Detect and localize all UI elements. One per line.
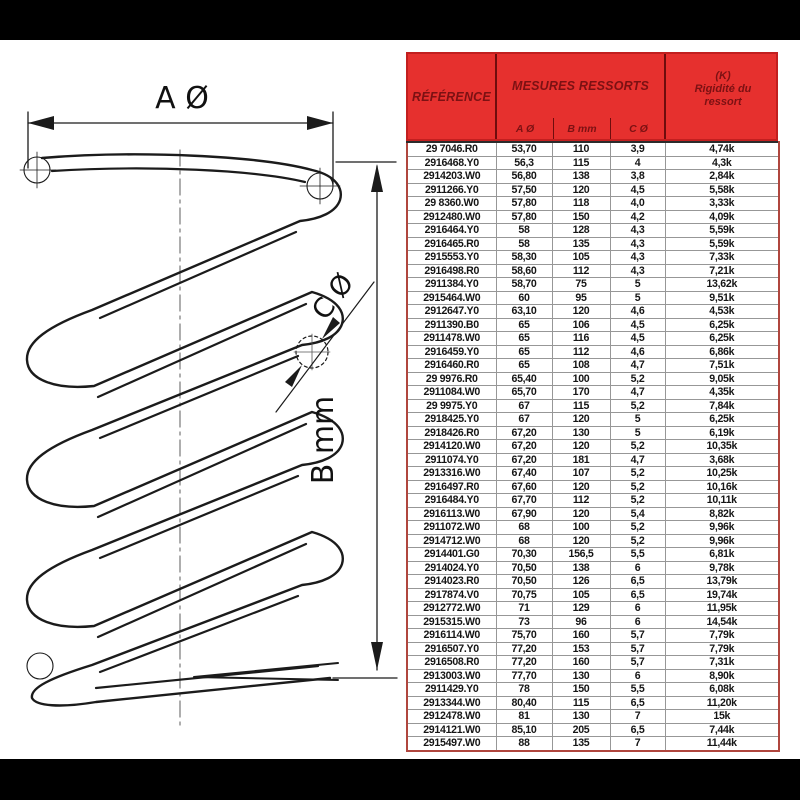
table-cell: 5 bbox=[610, 413, 665, 427]
table-cell: 77,70 bbox=[496, 669, 552, 683]
header-stiffness-line2: Rigidité du bbox=[694, 83, 752, 96]
table-cell: 5,4 bbox=[610, 507, 665, 521]
table-cell: 57,50 bbox=[496, 183, 552, 197]
table-row bbox=[407, 629, 779, 643]
table-cell: 107 bbox=[552, 467, 610, 481]
table-row bbox=[407, 453, 779, 467]
table-cell: 2918426.R0 bbox=[407, 426, 496, 440]
table-cell: 115 bbox=[552, 399, 610, 413]
label-c-diameter: C Ø bbox=[306, 268, 361, 326]
table-row bbox=[407, 318, 779, 332]
table-cell: 7 bbox=[610, 710, 665, 724]
table-cell: 4,09k bbox=[665, 210, 779, 224]
table-cell: 2916465.R0 bbox=[407, 237, 496, 251]
table-row bbox=[407, 237, 779, 251]
table-row bbox=[407, 710, 779, 724]
table-cell: 7,44k bbox=[665, 723, 779, 737]
table-cell: 2914203.W0 bbox=[407, 170, 496, 184]
table-cell: 3,68k bbox=[665, 453, 779, 467]
table-cell: 4,3 bbox=[610, 224, 665, 238]
table-cell: 2911390.B0 bbox=[407, 318, 496, 332]
table-row bbox=[407, 197, 779, 211]
table-cell: 2912480.W0 bbox=[407, 210, 496, 224]
table-cell: 65 bbox=[496, 318, 552, 332]
table-cell: 2,84k bbox=[665, 170, 779, 184]
table-cell: 2917874.V0 bbox=[407, 588, 496, 602]
table-cell: 120 bbox=[552, 183, 610, 197]
table-cell: 2915497.W0 bbox=[407, 737, 496, 751]
table-cell: 5,2 bbox=[610, 480, 665, 494]
table-row bbox=[407, 386, 779, 400]
table-cell: 2918425.Y0 bbox=[407, 413, 496, 427]
table-cell: 4,0 bbox=[610, 197, 665, 211]
spring-wire-edges bbox=[52, 168, 318, 688]
table-row bbox=[407, 467, 779, 481]
table-cell: 58,70 bbox=[496, 278, 552, 292]
table-cell: 5,7 bbox=[610, 642, 665, 656]
table-row bbox=[407, 534, 779, 548]
table-cell: 4,6 bbox=[610, 305, 665, 319]
table-cell: 58,60 bbox=[496, 264, 552, 278]
table-row bbox=[407, 521, 779, 535]
table-cell: 65 bbox=[496, 332, 552, 346]
table-row bbox=[407, 588, 779, 602]
table-cell: 106 bbox=[552, 318, 610, 332]
table-cell: 68 bbox=[496, 534, 552, 548]
table-cell: 150 bbox=[552, 683, 610, 697]
table-row bbox=[407, 737, 779, 751]
table-cell: 67,20 bbox=[496, 453, 552, 467]
table-cell: 7,79k bbox=[665, 629, 779, 643]
table-cell: 95 bbox=[552, 291, 610, 305]
table-cell: 65,40 bbox=[496, 372, 552, 386]
table-cell: 70,75 bbox=[496, 588, 552, 602]
table-row bbox=[407, 723, 779, 737]
table-row bbox=[407, 507, 779, 521]
table-cell: 2916507.Y0 bbox=[407, 642, 496, 656]
table-cell: 15k bbox=[665, 710, 779, 724]
table-cell: 4,3 bbox=[610, 264, 665, 278]
table-cell: 153 bbox=[552, 642, 610, 656]
table-cell: 67,60 bbox=[496, 480, 552, 494]
table-cell: 5,2 bbox=[610, 467, 665, 481]
table-cell: 67,40 bbox=[496, 467, 552, 481]
table-cell: 120 bbox=[552, 480, 610, 494]
table-cell: 100 bbox=[552, 521, 610, 535]
table-cell: 2916484.Y0 bbox=[407, 494, 496, 508]
table-cell: 9,05k bbox=[665, 372, 779, 386]
table-cell: 112 bbox=[552, 494, 610, 508]
table-cell: 6,5 bbox=[610, 696, 665, 710]
table-cell: 8,90k bbox=[665, 669, 779, 683]
table-cell: 81 bbox=[496, 710, 552, 724]
table-cell: 126 bbox=[552, 575, 610, 589]
table-cell: 56,80 bbox=[496, 170, 552, 184]
table-cell: 120 bbox=[552, 534, 610, 548]
table-cell: 120 bbox=[552, 413, 610, 427]
table-cell: 130 bbox=[552, 426, 610, 440]
table-cell: 67 bbox=[496, 399, 552, 413]
table-cell: 7,33k bbox=[665, 251, 779, 265]
table-cell: 9,78k bbox=[665, 561, 779, 575]
table-cell: 105 bbox=[552, 251, 610, 265]
table-cell: 57,80 bbox=[496, 197, 552, 211]
table-cell: 2912478.W0 bbox=[407, 710, 496, 724]
table-cell: 138 bbox=[552, 170, 610, 184]
sub-header-row bbox=[497, 118, 664, 139]
table-cell: 2911072.W0 bbox=[407, 521, 496, 535]
spring-data-table bbox=[406, 141, 780, 752]
table-row bbox=[407, 156, 779, 170]
table-row bbox=[407, 251, 779, 265]
table-cell: 13,62k bbox=[665, 278, 779, 292]
spring-diagram bbox=[0, 40, 400, 760]
table-cell: 4,7 bbox=[610, 453, 665, 467]
table-cell: 2914120.W0 bbox=[407, 440, 496, 454]
table-cell: 10,35k bbox=[665, 440, 779, 454]
table-cell: 29 7046.R0 bbox=[407, 142, 496, 156]
header-reference: RÉFÉRENCE bbox=[408, 54, 497, 139]
table-cell: 2914401.G0 bbox=[407, 548, 496, 562]
table-cell: 3,33k bbox=[665, 197, 779, 211]
table-cell: 58,30 bbox=[496, 251, 552, 265]
table-cell: 2914024.Y0 bbox=[407, 561, 496, 575]
table-cell: 57,80 bbox=[496, 210, 552, 224]
table-cell: 5,2 bbox=[610, 372, 665, 386]
table-cell: 5 bbox=[610, 291, 665, 305]
sub-header-a: A Ø bbox=[515, 122, 535, 135]
table-row bbox=[407, 332, 779, 346]
table-row bbox=[407, 224, 779, 238]
table-cell: 115 bbox=[552, 156, 610, 170]
table-cell: 77,20 bbox=[496, 642, 552, 656]
table-row bbox=[407, 183, 779, 197]
table-cell: 2916460.R0 bbox=[407, 359, 496, 373]
spring-table-body bbox=[407, 142, 779, 751]
table-cell: 6,25k bbox=[665, 318, 779, 332]
table-cell: 6,08k bbox=[665, 683, 779, 697]
table-cell: 160 bbox=[552, 629, 610, 643]
table-cell: 2915553.Y0 bbox=[407, 251, 496, 265]
table-cell: 120 bbox=[552, 305, 610, 319]
table-cell: 150 bbox=[552, 210, 610, 224]
table-cell: 160 bbox=[552, 656, 610, 670]
table-cell: 129 bbox=[552, 602, 610, 616]
table-cell: 181 bbox=[552, 453, 610, 467]
header-stiffness-line3: ressort bbox=[704, 95, 742, 108]
table-cell: 85,10 bbox=[496, 723, 552, 737]
table-row bbox=[407, 548, 779, 562]
table-cell: 2914712.W0 bbox=[407, 534, 496, 548]
table-row bbox=[407, 413, 779, 427]
table-row bbox=[407, 683, 779, 697]
table-cell: 2915315.W0 bbox=[407, 615, 496, 629]
table-cell: 2916508.R0 bbox=[407, 656, 496, 670]
table-cell: 67,20 bbox=[496, 426, 552, 440]
table-cell: 6,86k bbox=[665, 345, 779, 359]
table-cell: 100 bbox=[552, 372, 610, 386]
table-cell: 130 bbox=[552, 669, 610, 683]
table-cell: 65,70 bbox=[496, 386, 552, 400]
table-cell: 70,50 bbox=[496, 575, 552, 589]
table-cell: 4,3k bbox=[665, 156, 779, 170]
table-cell: 135 bbox=[552, 237, 610, 251]
header-stiffness bbox=[666, 54, 780, 139]
table-cell: 9,96k bbox=[665, 534, 779, 548]
table-cell: 6,5 bbox=[610, 723, 665, 737]
table-cell: 2915464.W0 bbox=[407, 291, 496, 305]
table-cell: 4,6 bbox=[610, 345, 665, 359]
table-row bbox=[407, 372, 779, 386]
table-cell: 10,11k bbox=[665, 494, 779, 508]
table-cell: 5,5 bbox=[610, 683, 665, 697]
table-cell: 2916459.Y0 bbox=[407, 345, 496, 359]
table-cell: 4,3 bbox=[610, 237, 665, 251]
table-row bbox=[407, 291, 779, 305]
table-cell: 2916113.W0 bbox=[407, 507, 496, 521]
table-cell: 5 bbox=[610, 278, 665, 292]
table-cell: 4,5 bbox=[610, 332, 665, 346]
table-cell: 11,95k bbox=[665, 602, 779, 616]
table-cell: 205 bbox=[552, 723, 610, 737]
table-cell: 65 bbox=[496, 345, 552, 359]
table-cell: 5,59k bbox=[665, 237, 779, 251]
table-cell: 6 bbox=[610, 602, 665, 616]
table-cell: 3,9 bbox=[610, 142, 665, 156]
table-row bbox=[407, 561, 779, 575]
table-cell: 118 bbox=[552, 197, 610, 211]
table-cell: 7,21k bbox=[665, 264, 779, 278]
table-row bbox=[407, 602, 779, 616]
table-cell: 130 bbox=[552, 710, 610, 724]
spring-spec-table bbox=[406, 52, 778, 752]
table-cell: 4,5 bbox=[610, 183, 665, 197]
table-cell: 58 bbox=[496, 237, 552, 251]
table-cell: 108 bbox=[552, 359, 610, 373]
table-cell: 128 bbox=[552, 224, 610, 238]
table-cell: 4,5 bbox=[610, 318, 665, 332]
table-cell: 60 bbox=[496, 291, 552, 305]
table-cell: 7,79k bbox=[665, 642, 779, 656]
table-cell: 6 bbox=[610, 561, 665, 575]
table-cell: 13,79k bbox=[665, 575, 779, 589]
table-cell: 6,19k bbox=[665, 426, 779, 440]
table-cell: 5,7 bbox=[610, 629, 665, 643]
table-cell: 2916464.Y0 bbox=[407, 224, 496, 238]
table-cell: 67 bbox=[496, 413, 552, 427]
table-cell: 2914023.R0 bbox=[407, 575, 496, 589]
table-cell: 2912772.W0 bbox=[407, 602, 496, 616]
table-cell: 5,59k bbox=[665, 224, 779, 238]
table-cell: 2911429.Y0 bbox=[407, 683, 496, 697]
table-cell: 63,10 bbox=[496, 305, 552, 319]
table-cell: 73 bbox=[496, 615, 552, 629]
table-cell: 14,54k bbox=[665, 615, 779, 629]
top-black-bar bbox=[0, 0, 800, 40]
table-row bbox=[407, 669, 779, 683]
label-b-length: B mm bbox=[306, 395, 341, 485]
table-row bbox=[407, 264, 779, 278]
table-cell: 2916498.R0 bbox=[407, 264, 496, 278]
table-cell: 77,20 bbox=[496, 656, 552, 670]
table-cell: 9,51k bbox=[665, 291, 779, 305]
table-row bbox=[407, 345, 779, 359]
table-cell: 67,20 bbox=[496, 440, 552, 454]
table-cell: 68 bbox=[496, 521, 552, 535]
table-cell: 29 9976.R0 bbox=[407, 372, 496, 386]
table-row bbox=[407, 642, 779, 656]
table-row bbox=[407, 278, 779, 292]
table-cell: 53,70 bbox=[496, 142, 552, 156]
table-cell: 9,96k bbox=[665, 521, 779, 535]
table-cell: 116 bbox=[552, 332, 610, 346]
table-cell: 5,58k bbox=[665, 183, 779, 197]
table-cell: 6,5 bbox=[610, 575, 665, 589]
table-cell: 10,25k bbox=[665, 467, 779, 481]
table-cell: 71 bbox=[496, 602, 552, 616]
header-measures bbox=[497, 54, 666, 139]
table-cell: 11,44k bbox=[665, 737, 779, 751]
table-row bbox=[407, 305, 779, 319]
table-cell: 5,2 bbox=[610, 440, 665, 454]
table-cell: 4,53k bbox=[665, 305, 779, 319]
table-cell: 2913316.W0 bbox=[407, 467, 496, 481]
table-cell: 10,16k bbox=[665, 480, 779, 494]
table-cell: 8,82k bbox=[665, 507, 779, 521]
table-cell: 5,2 bbox=[610, 534, 665, 548]
table-cell: 29 9975.Y0 bbox=[407, 399, 496, 413]
table-cell: 7 bbox=[610, 737, 665, 751]
table-row bbox=[407, 170, 779, 184]
table-cell: 2911084.W0 bbox=[407, 386, 496, 400]
table-cell: 96 bbox=[552, 615, 610, 629]
table-row bbox=[407, 696, 779, 710]
table-cell: 6,25k bbox=[665, 413, 779, 427]
table-cell: 4 bbox=[610, 156, 665, 170]
table-row bbox=[407, 480, 779, 494]
table-row bbox=[407, 210, 779, 224]
table-cell: 70,50 bbox=[496, 561, 552, 575]
table-cell: 4,2 bbox=[610, 210, 665, 224]
table-cell: 2913003.W0 bbox=[407, 669, 496, 683]
table-header bbox=[406, 52, 778, 141]
table-cell: 5,2 bbox=[610, 494, 665, 508]
table-cell: 80,40 bbox=[496, 696, 552, 710]
table-row bbox=[407, 656, 779, 670]
table-cell: 156,5 bbox=[552, 548, 610, 562]
table-cell: 170 bbox=[552, 386, 610, 400]
table-cell: 4,7 bbox=[610, 386, 665, 400]
table-cell: 56,3 bbox=[496, 156, 552, 170]
bottom-black-bar bbox=[0, 759, 800, 800]
table-cell: 115 bbox=[552, 696, 610, 710]
table-row bbox=[407, 575, 779, 589]
sub-header-b: B mm bbox=[553, 118, 611, 139]
table-cell: 5,2 bbox=[610, 399, 665, 413]
table-cell: 120 bbox=[552, 440, 610, 454]
table-cell: 75 bbox=[552, 278, 610, 292]
table-cell: 6 bbox=[610, 669, 665, 683]
table-cell: 4,3 bbox=[610, 251, 665, 265]
table-cell: 2912647.Y0 bbox=[407, 305, 496, 319]
table-cell: 105 bbox=[552, 588, 610, 602]
table-cell: 5,7 bbox=[610, 656, 665, 670]
table-cell: 4,7 bbox=[610, 359, 665, 373]
table-cell: 2916114.W0 bbox=[407, 629, 496, 643]
header-stiffness-k: (K) bbox=[715, 70, 731, 83]
table-row bbox=[407, 615, 779, 629]
table-cell: 4,74k bbox=[665, 142, 779, 156]
table-cell: 70,30 bbox=[496, 548, 552, 562]
table-row bbox=[407, 142, 779, 156]
table-cell: 78 bbox=[496, 683, 552, 697]
table-cell: 6,81k bbox=[665, 548, 779, 562]
table-row bbox=[407, 359, 779, 373]
table-row bbox=[407, 399, 779, 413]
spring-coil bbox=[27, 154, 343, 705]
table-row bbox=[407, 494, 779, 508]
label-a-diameter: A Ø bbox=[155, 81, 209, 116]
table-cell: 2916497.R0 bbox=[407, 480, 496, 494]
table-cell: 5,5 bbox=[610, 548, 665, 562]
sub-header-c: C Ø bbox=[629, 122, 648, 135]
table-cell: 5,2 bbox=[610, 521, 665, 535]
table-cell: 2916468.Y0 bbox=[407, 156, 496, 170]
table-cell: 2911384.Y0 bbox=[407, 278, 496, 292]
table-cell: 2914121.W0 bbox=[407, 723, 496, 737]
table-cell: 6 bbox=[610, 615, 665, 629]
table-cell: 67,70 bbox=[496, 494, 552, 508]
table-cell: 6,25k bbox=[665, 332, 779, 346]
table-row bbox=[407, 426, 779, 440]
dimension-b bbox=[333, 162, 397, 678]
table-cell: 112 bbox=[552, 345, 610, 359]
table-cell: 2911074.Y0 bbox=[407, 453, 496, 467]
table-cell: 65 bbox=[496, 359, 552, 373]
table-cell: 58 bbox=[496, 224, 552, 238]
table-cell: 88 bbox=[496, 737, 552, 751]
table-cell: 29 8360.W0 bbox=[407, 197, 496, 211]
table-cell: 112 bbox=[552, 264, 610, 278]
table-cell: 135 bbox=[552, 737, 610, 751]
table-row bbox=[407, 440, 779, 454]
table-cell: 6,5 bbox=[610, 588, 665, 602]
table-cell: 7,84k bbox=[665, 399, 779, 413]
table-cell: 7,51k bbox=[665, 359, 779, 373]
table-cell: 5 bbox=[610, 426, 665, 440]
table-cell: 120 bbox=[552, 507, 610, 521]
table-cell: 110 bbox=[552, 142, 610, 156]
table-cell: 7,31k bbox=[665, 656, 779, 670]
table-cell: 19,74k bbox=[665, 588, 779, 602]
table-cell: 4,35k bbox=[665, 386, 779, 400]
table-cell: 2911478.W0 bbox=[407, 332, 496, 346]
table-cell: 11,20k bbox=[665, 696, 779, 710]
table-cell: 138 bbox=[552, 561, 610, 575]
header-measures-label: MESURES RESSORTS bbox=[511, 79, 650, 93]
table-cell: 2911266.Y0 bbox=[407, 183, 496, 197]
table-cell: 75,70 bbox=[496, 629, 552, 643]
table-cell: 67,90 bbox=[496, 507, 552, 521]
table-cell: 3,8 bbox=[610, 170, 665, 184]
table-cell: 2913344.W0 bbox=[407, 696, 496, 710]
